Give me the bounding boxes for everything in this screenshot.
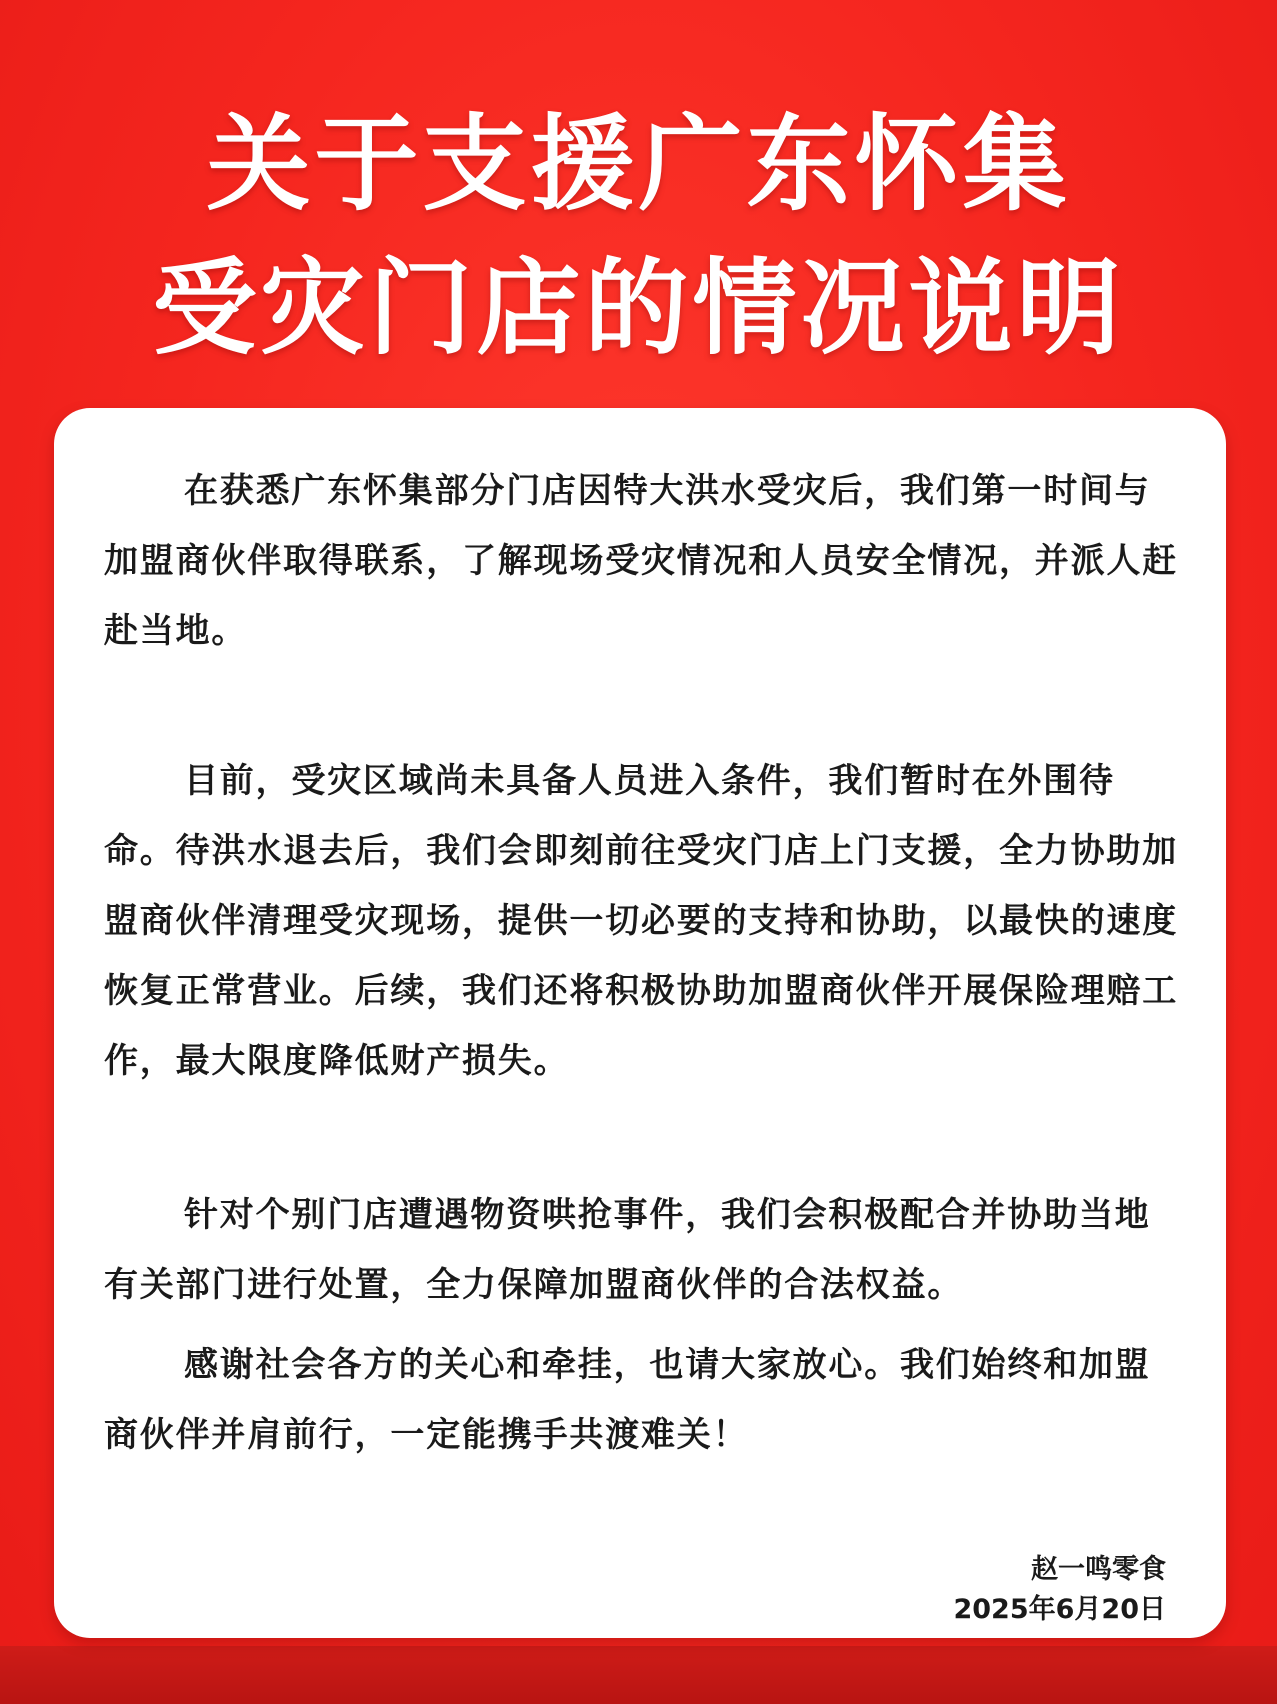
paragraph-3: 针对个别门店遭遇物资哄抢事件，我们会积极配合并协助当地有关部门进行处置，全力保障加盟商伙伴的合法权益。 <box>104 1195 1151 1305</box>
paragraph-2: 目前，受灾区域尚未具备人员进入条件，我们暂时在外围待命。待洪水退去后，我们会即刻前往受灾门店上门支援，全力协助加盟商伙伴清理受灾现场，提供一切必要的支持和协助，以最快的速度恢复正常营业。后续，我们还将积极协助加盟商伙伴开展保险理赔工作，最大限度降低财产损失。 <box>104 761 1178 1081</box>
title-line-1: 关于支援广东怀集 <box>206 103 1071 225</box>
paragraph-4: 感谢社会各方的关心和牵挂，也请大家放心。我们始终和加盟商伙伴并肩前行，一定能携手共渡难关！ <box>104 1345 1151 1455</box>
paragraph-1: 在获悉广东怀集部分门店因特大洪水受灾后，我们第一时间与加盟商伙伴取得联系，了解现场受灾情况和人员安全情况，并派人赶赴当地。 <box>104 471 1178 651</box>
notice-title <box>0 92 1277 380</box>
signature-name: 赵一鸣零食 <box>1031 1554 1166 1585</box>
title-line-2: 受灾门店的情况说明 <box>152 247 1125 369</box>
bottom-band <box>0 1646 1277 1704</box>
notice-card <box>54 408 1226 1638</box>
signature-date: 2025年6月20日 <box>953 1594 1166 1625</box>
